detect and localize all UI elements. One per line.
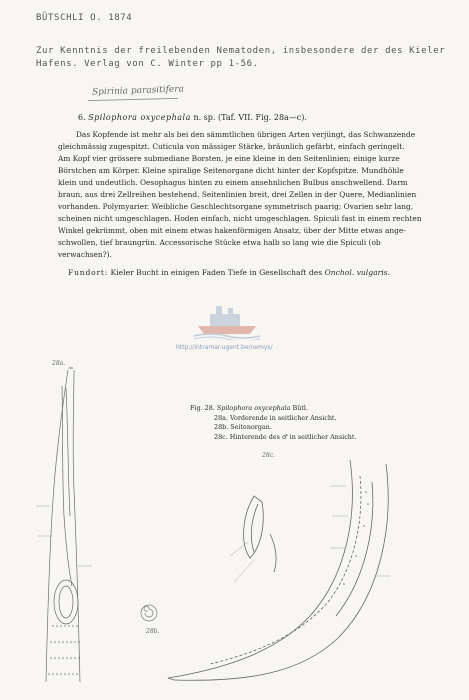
figure-label-28b: 28b. (146, 628, 160, 635)
figure-caption-item: 28a. Vorderende in seitlicher Ansicht. (214, 413, 337, 422)
description-line: gleichmässig zugespitzt. Cuticula von mässiger Stärke, bräunlich gefärbt, einfach geringelt. (58, 142, 405, 151)
description-line: Winkel gekrümmt, oben mit einem etwas hakenförmigen Ansatz, über der Mitte etwas ange- (58, 226, 406, 235)
figure-caption (190, 404, 357, 442)
figure-label-28c: 28c. (262, 452, 275, 459)
description-line: scheinen nicht umgeschlagen. Hoden einfach, nicht umgeschlagen. Spiculi fast in einem rechten (58, 214, 422, 223)
figure-caption-title (190, 404, 357, 414)
species-heading (78, 113, 307, 122)
figure-caption-item: 28c. Hinterende des ♂ in seitlicher Ansicht. (214, 432, 357, 441)
description-line: braun, aus drei Zellreihen bestehend. Seitenlinien breit, drei Zellen in der Quere, Medianlinien (58, 190, 417, 199)
figure-caption-item: 28b. Seitenorgan. (214, 423, 272, 431)
handwritten-underline (88, 98, 178, 101)
citation-publisher: Hafens. Verlag von C. Winter pp 1-56. (36, 59, 259, 69)
species-number: 6. (78, 113, 86, 122)
figure-label-28a: 28a. (52, 360, 66, 367)
fundort-label: Fundort: (68, 268, 109, 277)
fundort-line (68, 268, 390, 277)
citation-title: Zur Kenntnis der freilebenden Nematoden, insbesondere der des Kieler (36, 46, 446, 56)
figure-caption-prefix: Fig. 28. (190, 404, 215, 412)
species-suffix: n. sp. (Taf. VII. Fig. 28a—c). (193, 113, 307, 122)
description-line: verwachsen?). (58, 250, 112, 259)
citation-author-year: BÜTSCHLI O. 1874 (36, 13, 133, 23)
description-line: vorhanden. Polymyarier. Weibliche Geschlechtsorgane symmetrisch paarig; Ovarien sehr lang, (58, 202, 414, 211)
description-line: schwollen, tief braungrün. Accessorische Stücke etwa halb so lang wie die Spiculi (ob (58, 238, 381, 247)
figure-caption-author: Bütl. (292, 404, 309, 412)
watermark-url: http://intramar.ugent.be/nemys/ (176, 344, 273, 351)
figure-28c-posterior-end (150, 456, 400, 688)
description-line: Börstchen am Körper. Kleine spiralige Seitenorgane dicht hinter der Kopfspitze. Mundhöhle (58, 166, 404, 175)
description-line: klein und undeutlich. Oesophagus hinten zu einem ansehnlichen Bulbus anschwellend. Darm (58, 178, 408, 187)
description-line: Das Kopfende ist mehr als bei den sämmtlichen übrigen Arten verjüngt, das Schwanzende (76, 130, 416, 139)
fundort-text: Kieler Bucht in einigen Faden Tiefe in Gesellschaft des (110, 268, 323, 277)
watermark-ship-logo (192, 296, 262, 340)
handwritten-note: Spirinia parasitifera (91, 84, 185, 98)
fundort-species: Onchol. vulgaris. (324, 268, 390, 277)
figure-caption-species: Spilophora oxycephala (216, 404, 291, 412)
species-name: Spilophora oxycephala (88, 113, 191, 122)
figure-28a-anterior-end (28, 366, 98, 686)
description-line: Am Kopf vier grössere submediane Borsten, je eine kleine in den Seitenlinien; einige kurze (58, 154, 400, 163)
